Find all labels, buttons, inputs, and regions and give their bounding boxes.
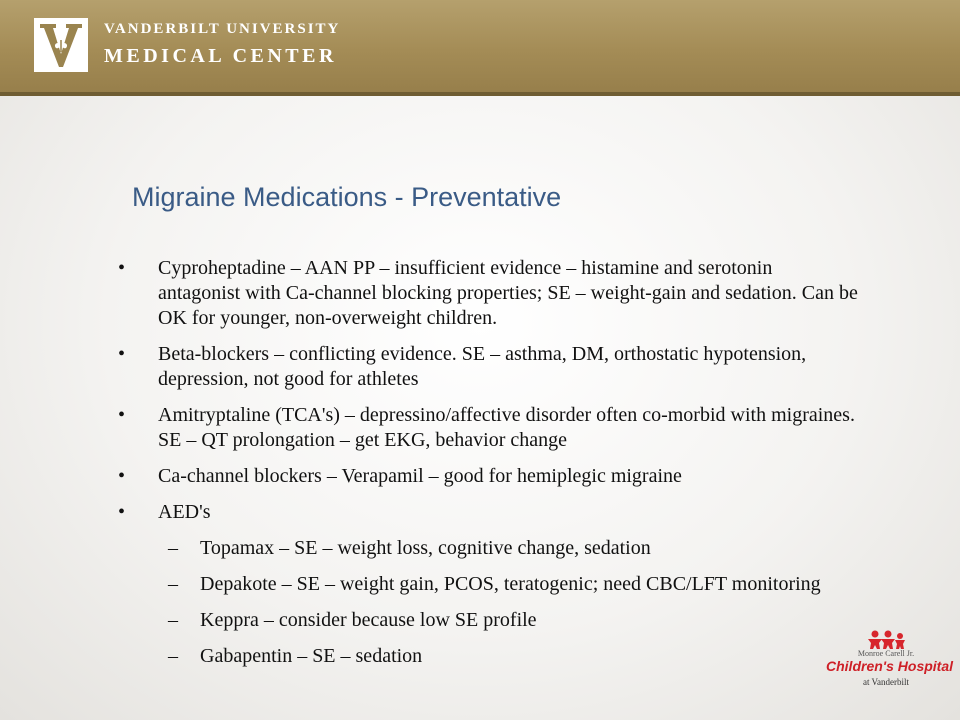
bullet-text: Beta-blockers – conflicting evidence. SE – asthma, DM, orthostatic hypotension, depression, not good for athletes bbox=[158, 343, 807, 390]
bullet-marker: • bbox=[118, 404, 126, 426]
sub-bullet-item bbox=[118, 536, 858, 561]
header-divider bbox=[0, 92, 960, 96]
children-figures-icon bbox=[866, 630, 906, 650]
childrens-logo-line1: Monroe Carell Jr. bbox=[857, 649, 915, 658]
bullet-text: Amitryptaline (TCA's) – depressino/affective disorder often co-morbid with migraines. SE – QT prolongation – get EKG, behavior change bbox=[158, 404, 855, 451]
slide-content bbox=[118, 256, 858, 680]
sub-bullet-text: Topamax – SE – weight loss, cognitive change, sedation bbox=[200, 537, 651, 559]
bullet-text: AED's bbox=[158, 501, 211, 523]
vanderbilt-logo bbox=[34, 18, 88, 72]
sub-bullet-marker: – bbox=[168, 645, 178, 667]
sub-bullet-marker: – bbox=[168, 609, 178, 631]
bullet-item bbox=[118, 403, 858, 453]
bullet-marker: • bbox=[118, 465, 126, 487]
bullet-marker: • bbox=[118, 257, 126, 279]
sub-bullet-item bbox=[118, 644, 858, 669]
sub-bullet-marker: – bbox=[168, 573, 178, 595]
bullet-text: Cyproheptadine – AAN PP – insufficient evidence – histamine and serotonin antagonist with Ca-channel blocking properties; SE – weight-gain and sedation. Can be OK for younger, non-overweight children. bbox=[158, 257, 858, 329]
bullet-text: Ca-channel blockers – Verapamil – good for hemiplegic migraine bbox=[158, 465, 682, 487]
childrens-hospital-logo bbox=[826, 630, 954, 702]
sub-bullet-item bbox=[118, 572, 858, 597]
sub-bullet-item bbox=[118, 608, 858, 633]
bullet-item bbox=[118, 256, 858, 331]
oak-leaf-v-icon bbox=[34, 18, 88, 72]
childrens-logo-line3: at Vanderbilt bbox=[862, 677, 910, 687]
medical-center-name: MEDICAL CENTER bbox=[104, 45, 337, 67]
slide-title: Migraine Medications - Preventative bbox=[132, 182, 562, 212]
sub-bullet-marker: – bbox=[168, 537, 178, 559]
header-banner bbox=[0, 0, 960, 92]
bullet-marker: • bbox=[118, 343, 126, 365]
bullet-item bbox=[118, 500, 858, 525]
bullet-item bbox=[118, 464, 858, 489]
sub-bullet-text: Depakote – SE – weight gain, PCOS, teratogenic; need CBC/LFT monitoring bbox=[200, 573, 821, 595]
childrens-logo-line2: Children's Hospital bbox=[826, 658, 954, 674]
bullet-item bbox=[118, 342, 858, 392]
university-name: VANDERBILT UNIVERSITY bbox=[104, 21, 341, 37]
bullet-marker: • bbox=[118, 501, 126, 523]
bullet-list bbox=[118, 256, 858, 669]
sub-bullet-text: Gabapentin – SE – sedation bbox=[200, 645, 423, 667]
sub-bullet-text: Keppra – consider because low SE profile bbox=[200, 609, 537, 631]
